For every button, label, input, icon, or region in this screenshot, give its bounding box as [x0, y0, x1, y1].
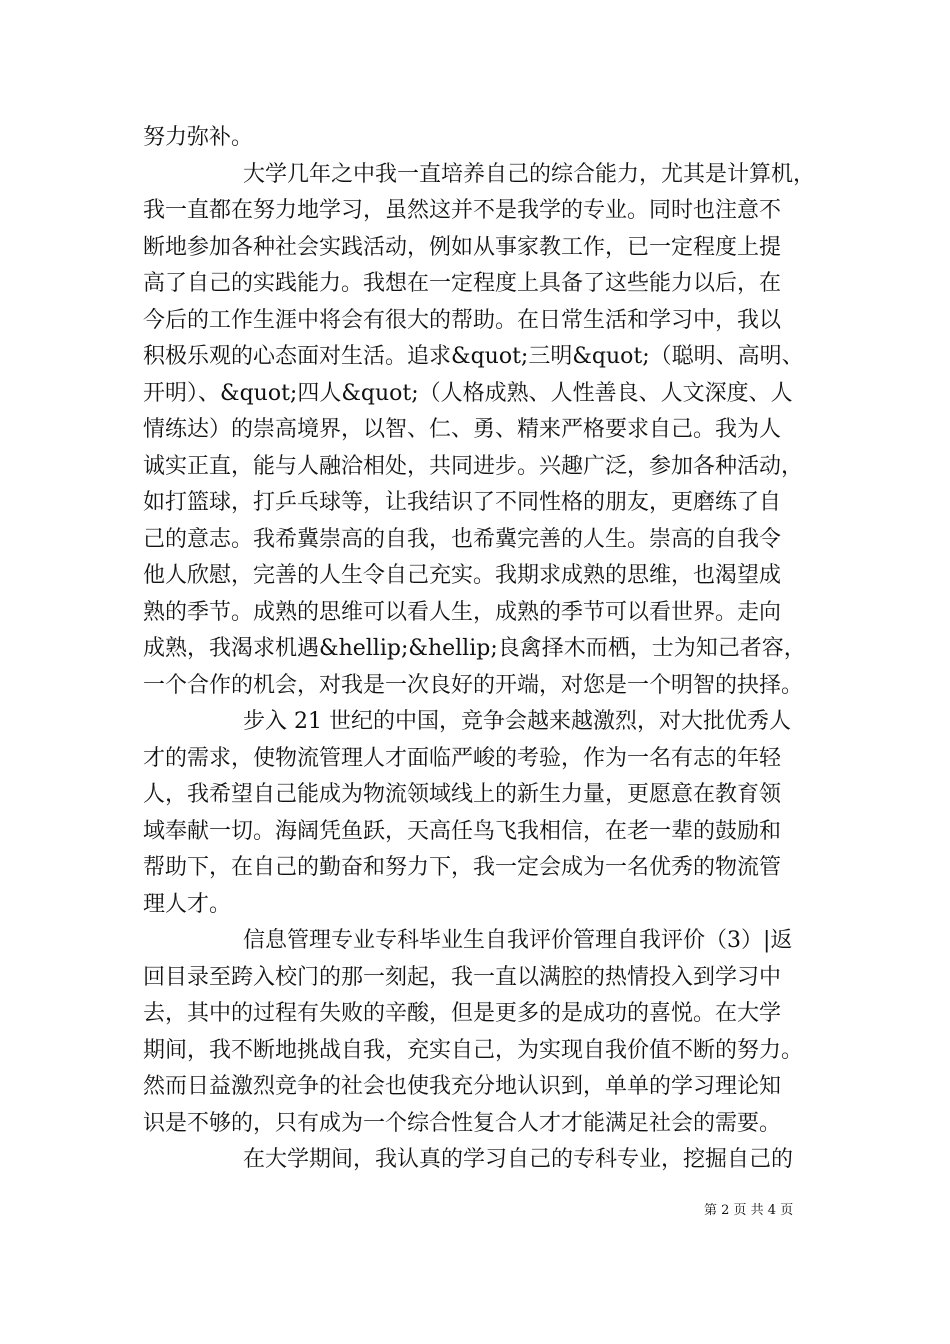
text-line: 他人欣慰，完善的人生令自己充实。我期求成熟的思维，也渴望成 [143, 563, 782, 588]
text-line: 才的需求，使物流管理人才面临严峻的考验，作为一名有志的年轻 [143, 745, 782, 771]
body-text [143, 120, 823, 1179]
text-line: 努力弥补。 [143, 125, 254, 150]
text-line: 高了自己的实践能力。我想在一定程度上具备了这些能力以后，在 [143, 271, 782, 296]
text-line: 去，其中的过程有失败的辛酸，但是更多的是成功的喜悦。在大学 [143, 1001, 782, 1026]
text-line: 人，我希望自己能成为物流领域线上的新生力量，更愿意在教育领 [143, 782, 782, 807]
text-line: 然而日益激烈竞争的社会也使我充分地认识到，单单的学习理论知 [143, 1074, 782, 1099]
text-line: 成熟，我渴求机遇&hellip;&hellip;良禽择木而栖，士为知己者容， [143, 636, 806, 661]
text-line: 期间，我不断地挑战自我，充实自己，为实现自我价值不断的努力。 [143, 1037, 804, 1063]
text-line: 理人才。 [143, 891, 232, 917]
text-line: 我一直都在努力地学习，虽然这并不是我学的专业。同时也注意不 [143, 198, 782, 223]
text-line: 识是不够的，只有成为一个综合性复合人才才能满足社会的需要。 [143, 1110, 782, 1136]
text-line: 一个合作的机会，对我是一次良好的开端，对您是一个明智的抉择。 [143, 672, 804, 698]
text-line: 如打篮球，打乒乓球等，让我结识了不同性格的朋友，更磨练了自 [143, 490, 782, 515]
text-line: 域奉献一切。海阔凭鱼跃，天高任鸟飞我相信，在老一辈的鼓励和 [143, 818, 782, 844]
text-line: 诚实正直，能与人融洽相处，共同进步。兴趣广泛，参加各种活动， [143, 453, 804, 479]
page-number-footer: 第 2 页 共 4 页 [704, 1203, 794, 1218]
text-line: 情练达）的崇高境界，以智、仁、勇、精来严格要求自己。我为人 [143, 417, 782, 442]
text-line: 断地参加各种社会实践活动，例如从事家教工作，已一定程度上提 [143, 234, 782, 260]
text-line: 熟的季节。成熟的思维可以看人生，成熟的季节可以看世界。走向 [143, 599, 782, 625]
paragraph-start-line: 信息管理专业专科毕业生自我评价管理自我评价（3）|返 [243, 928, 793, 953]
paragraph-start-line: 步入 21 世纪的中国，竞争会越来越激烈，对大批优秀人 [243, 709, 791, 734]
text-line: 帮助下，在自己的勤奋和努力下，我一定会成为一名优秀的物流管 [143, 855, 782, 880]
paragraph-start-line: 在大学期间，我认真的学习自己的专科专业，挖掘自己的 [243, 1147, 794, 1172]
text-line: 己的意志。我希冀崇高的自我，也希冀完善的人生。崇高的自我令 [143, 526, 782, 552]
text-line: 开明）、&quot;四人&quot;（人格成熟、人性善良、人文深度、人 [143, 380, 793, 406]
text-line: 今后的工作生涯中将会有很大的帮助。在日常生活和学习中，我以 [143, 307, 782, 333]
text-line: 回目录至跨入校门的那一刻起，我一直以满腔的热情投入到学习中 [143, 964, 782, 990]
text-line: 积极乐观的心态面对生活。追求&quot;三明&quot;（聪明、高明、 [143, 344, 804, 369]
paragraph-start-line: 大学几年之中我一直培养自己的综合能力，尤其是计算机， [243, 161, 816, 187]
